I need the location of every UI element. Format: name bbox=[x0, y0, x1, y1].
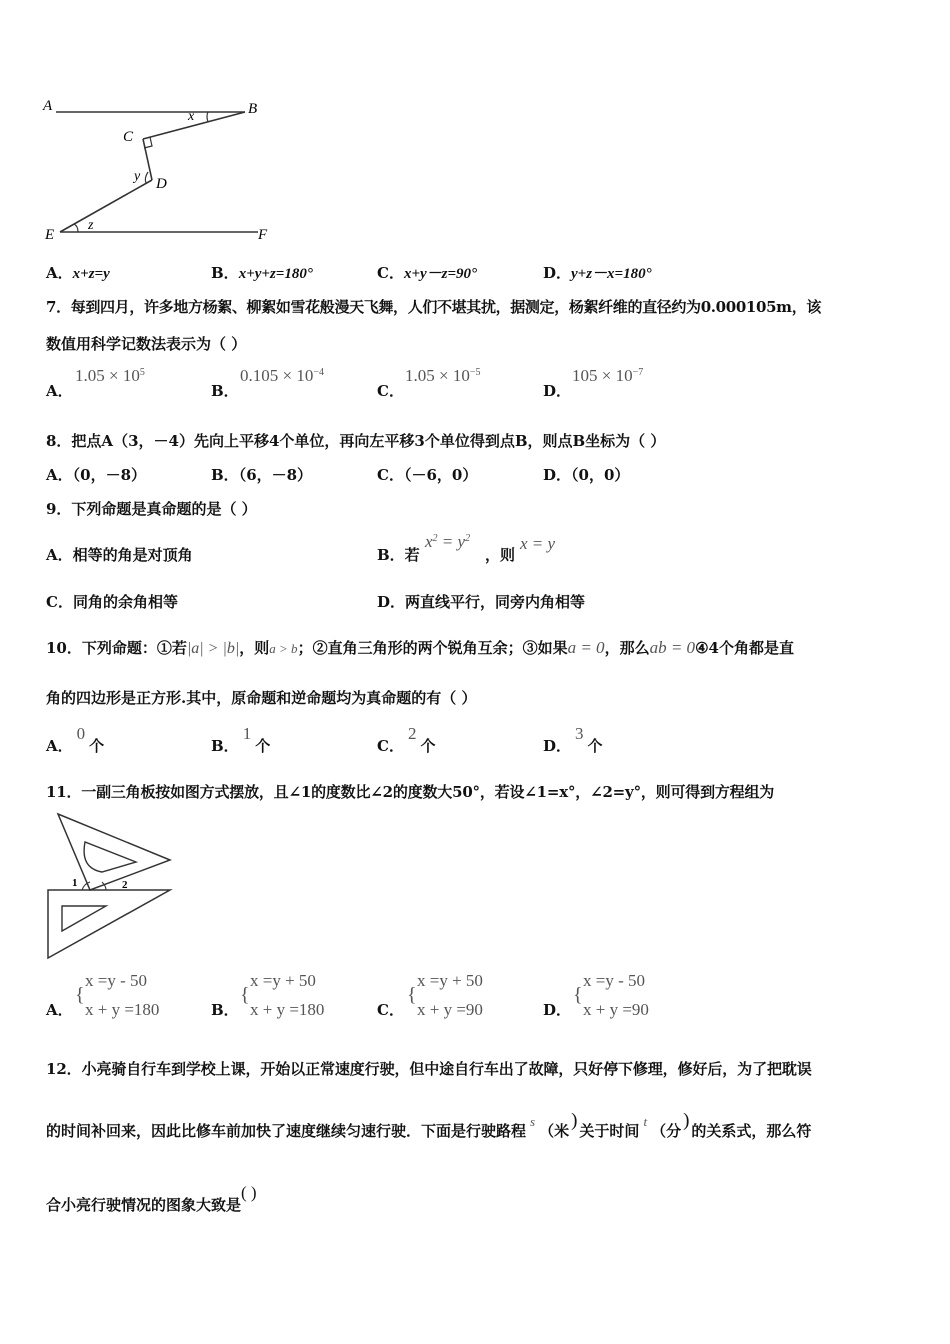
lower-triangle bbox=[48, 890, 170, 958]
q7-stem-line2: 数值用科学记数法表示为（ ） bbox=[46, 335, 247, 353]
q8-option-c[interactable]: C．（－6，0） bbox=[377, 466, 478, 484]
q8-option-d[interactable]: D．（0，0） bbox=[543, 466, 630, 484]
label-d: D bbox=[156, 176, 167, 192]
q12-stem-line2: 的时间补回来，因此比修车前加快了速度继续匀速行驶．下面是行驶路程s（米 ) 关于时间t（分 ) 的关系式，那么符 bbox=[46, 1110, 812, 1140]
upper-triangle-cutout bbox=[84, 842, 136, 872]
q9-option-b[interactable]: B．若 bbox=[377, 546, 420, 564]
q10-stem-line2: 角的四边形是正方形.其中，原命题和逆命题均为真命题的有（ ） bbox=[46, 689, 477, 707]
label-x: x bbox=[188, 109, 195, 124]
q9-option-b-conclusion: x = y bbox=[520, 534, 556, 553]
segment-de bbox=[60, 180, 152, 232]
q7-option-a[interactable]: A． bbox=[46, 382, 73, 400]
q12-stem-line1: 12．小亮骑自行车到学校上课，开始以正常速度行驶，但中途自行车出了故障，只好停下修理，修好后，为了把耽误 bbox=[46, 1060, 812, 1078]
q9-option-b-math: $x^2 = y^2$ bbox=[425, 532, 471, 551]
q11-option-b-brace: { bbox=[240, 984, 250, 1006]
q6-option-b[interactable]: B．x+y+z=180° bbox=[211, 264, 313, 282]
q11-option-a[interactable]: A． bbox=[46, 1001, 73, 1019]
label-f: F bbox=[258, 227, 268, 243]
q12-stem-line3: 合小亮行驶情况的图象大致是( ) bbox=[46, 1183, 257, 1214]
label-y: y bbox=[134, 169, 141, 184]
q11-option-c[interactable]: C． bbox=[377, 1001, 404, 1019]
q7-option-b[interactable]: B． bbox=[211, 382, 239, 400]
q8-stem: 8．把点A（3，－4）先向上平移4个单位，再向左平移3个单位得到点B，则点B坐标为（ ） bbox=[46, 432, 666, 450]
q9-option-d[interactable]: D．两直线平行，同旁内角相等 bbox=[377, 593, 586, 611]
q11-option-d-eq2: x + y =90 bbox=[583, 1000, 649, 1019]
label-z: z bbox=[88, 218, 94, 233]
q11-option-b[interactable]: B． bbox=[211, 1001, 239, 1019]
q10-stem-line1: 10．下列命题：①若|a| > |b|，则a > b；②直角三角形的两个锐角互余；③如果a = 0，那么ab = 0④4个角都是直 bbox=[46, 638, 794, 657]
q11-option-d-eq1: x =y - 50 bbox=[583, 971, 645, 990]
set-squares-figure bbox=[40, 808, 180, 963]
q8-option-b[interactable]: B．（6，－8） bbox=[211, 466, 313, 484]
q7-option-d[interactable]: D． bbox=[543, 382, 572, 400]
q7-option-c[interactable]: C． bbox=[377, 382, 404, 400]
q9-option-c[interactable]: C．同角的余角相等 bbox=[46, 593, 178, 611]
q11-option-d-brace: { bbox=[573, 984, 583, 1006]
q10-option-d[interactable]: D．3个 bbox=[543, 724, 603, 755]
q11-option-a-brace: { bbox=[75, 984, 85, 1006]
q11-option-a-eq1: x =y - 50 bbox=[85, 971, 147, 990]
q9-option-b-then: ，则 bbox=[485, 546, 516, 564]
q11-stem: 11．一副三角板按如图方式摆放，且∠1的度数比∠2的度数大50°，若设∠1=x°，∠2=y°，则可得到方程组为 bbox=[46, 783, 775, 801]
lower-triangle-cutout bbox=[62, 906, 106, 931]
q11-option-b-eq2: x + y =180 bbox=[250, 1000, 325, 1019]
angle-2-label: 2 bbox=[122, 879, 128, 891]
q7-option-d-value: $105 \times 10^{-7}$ bbox=[572, 366, 644, 385]
angle-1-label: 1 bbox=[72, 877, 78, 889]
q11-option-a-eq2: x + y =180 bbox=[85, 1000, 160, 1019]
q8-option-a[interactable]: A．（0，－8） bbox=[46, 466, 147, 484]
angle-y-arc bbox=[145, 172, 148, 183]
angle-z-arc bbox=[74, 224, 78, 232]
q9-option-a[interactable]: A．相等的角是对顶角 bbox=[46, 546, 193, 564]
q6-option-a[interactable]: A．x+z=y bbox=[46, 264, 110, 282]
q7-option-a-value: $1.05 \times 10^5$ bbox=[75, 366, 145, 385]
label-b: B bbox=[248, 101, 258, 117]
angle-x-arc bbox=[207, 112, 208, 122]
q11-option-b-eq1: x =y + 50 bbox=[250, 971, 316, 990]
geometry-figure-parallel-lines bbox=[40, 92, 280, 247]
q7-option-b-value: $0.105 \times 10^{-4}$ bbox=[240, 366, 324, 385]
label-e: E bbox=[45, 227, 55, 243]
q11-option-d[interactable]: D． bbox=[543, 1001, 572, 1019]
q11-option-c-eq2: x + y =90 bbox=[417, 1000, 483, 1019]
q11-option-c-brace: { bbox=[407, 984, 417, 1006]
q11-option-c-eq1: x =y + 50 bbox=[417, 971, 483, 990]
q10-option-c[interactable]: C．2个 bbox=[377, 724, 436, 755]
q10-option-a[interactable]: A．0个 bbox=[46, 724, 105, 755]
q7-stem-line1: 7．每到四月，许多地方杨絮、柳絮如雪花般漫天飞舞，人们不堪其扰，据测定，杨絮纤维的直径约为0.000105m，该 bbox=[46, 298, 821, 316]
q10-option-b[interactable]: B．1个 bbox=[211, 724, 271, 755]
q6-option-d[interactable]: D．y+z－x=180° bbox=[543, 264, 652, 282]
label-c: C bbox=[123, 129, 134, 145]
q7-option-c-value: $1.05 \times 10^{-5}$ bbox=[405, 366, 481, 385]
q9-stem: 9．下列命题是真命题的是（ ） bbox=[46, 500, 257, 518]
q6-option-c[interactable]: C．x+y－z=90° bbox=[377, 264, 478, 282]
label-a: A bbox=[43, 98, 53, 114]
